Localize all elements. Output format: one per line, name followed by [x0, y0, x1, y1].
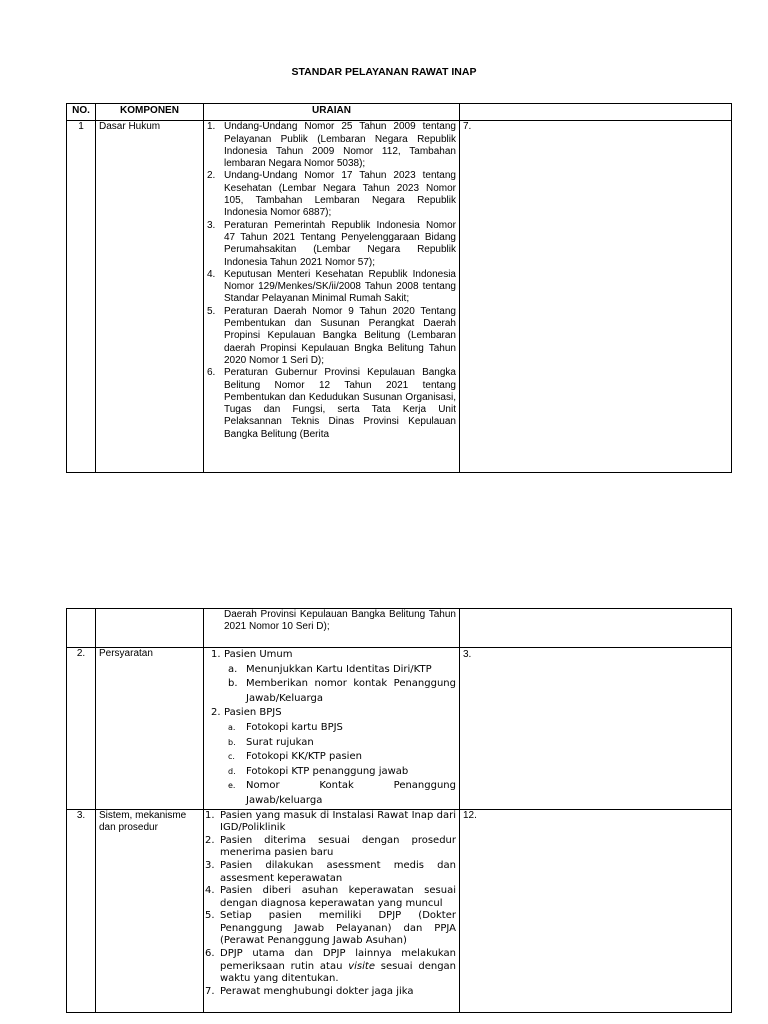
list-marker: a.: [228, 722, 236, 732]
header-uraian: URAIAN: [204, 104, 460, 121]
requirement-group-label: Pasien Umum: [224, 649, 293, 660]
row-number: 1: [67, 121, 96, 473]
row-komponen: Persyaratan: [96, 648, 204, 810]
requirement-item: [224, 721, 456, 736]
header-komponen: KOMPONEN: [96, 104, 204, 121]
standard-table-page-1: [66, 103, 732, 473]
list-marker: 6.: [207, 367, 216, 379]
row-number: 3.: [67, 809, 96, 1012]
requirement-item: [224, 677, 456, 706]
list-item-text: Peraturan Daerah Nomor 9 Tahun 2020 Tentang Pembentukan dan Susunan Perangkat Daerah Propinsi Kepulauan Bangka Belitung (Lembaran daerah Propinsi Kepulauan Bngka Belitung Tahun 2020 Nomor 1 Seri D);: [224, 305, 456, 366]
list-item-text: Pasien dilakukan asessment medis dan assesment keperawatan: [220, 859, 456, 884]
list-marker: 1.: [205, 809, 215, 821]
header-no: NO.: [67, 104, 96, 121]
list-marker: 3.: [207, 219, 216, 231]
procedure-item: [205, 910, 456, 948]
list-marker: 5.: [207, 305, 216, 317]
legal-basis-item: [207, 220, 456, 269]
table-row-dasar-hukum: [67, 121, 732, 473]
procedure-item: [205, 810, 456, 835]
list-item-text: Memberikan nomor kontak Penanggung Jawab/Keluarga: [246, 678, 456, 704]
requirement-group-bpjs: 2. Pasien BPJS: [211, 707, 282, 719]
requirement-group-label: Pasien BPJS: [224, 707, 282, 719]
list-marker: 3.: [205, 859, 215, 871]
list-item-text: Fotokopi KTP penanggung jawab: [246, 765, 409, 777]
requirement-item: [224, 750, 456, 765]
list-marker: b.: [228, 737, 236, 747]
list-item-text: Fotokopi KK/KTP pasien: [246, 751, 362, 763]
list-marker: e.: [228, 781, 236, 791]
list-marker: 2.: [207, 170, 216, 182]
row-number: 2.: [67, 648, 96, 810]
list-item-text: Pasien diberi asuhan keperawatan sesuai dengan diagnosa keperawatan yang muncul: [220, 885, 456, 909]
list-item-text: Peraturan Pemerintah Republik Indonesia Nomor 47 Tahun 2021 Tentang Penyelenggaraan Bidang Perumahsakitan (Lembar Negara Republik Indonesia Tahun 2021 Nomor 57);: [224, 219, 456, 268]
legal-basis-item: [207, 121, 456, 170]
requirement-list-bpjs: [207, 721, 456, 809]
list-item-text: Keputusan Menteri Kesehatan Republik Indonesia Nomor 129/Menkes/SK/ii/2008 Tahun 2008 tentang Standar Pelayanan Minimal Rumah Sakit;: [224, 268, 456, 305]
list-item-text: Undang-Undang Nomor 17 Tahun 2023 tentang Kesehatan (Lembar Negara Tahun 2023 Nomor 105, Tambahan Lembaran Negara Republik Indonesia Nomor 6887);: [224, 170, 456, 219]
requirement-item: [224, 736, 456, 751]
row-uraian: [204, 121, 460, 473]
list-item-text: Pasien yang masuk di Instalasi Rawat Inap dari IGD/Poliklinik: [220, 809, 456, 834]
continued-uraian: [204, 609, 460, 648]
legal-basis-item: [207, 367, 456, 441]
list-marker: 7.: [205, 985, 215, 997]
row-extra: 3.: [460, 648, 732, 810]
list-marker: 4.: [207, 268, 216, 280]
list-item-text: Fotokopi kartu BPJS: [246, 721, 343, 733]
procedure-item: [205, 860, 456, 885]
list-item-text: Setiap pasien memiliki DPJP (Dokter Penanggung Jawab Pelayanan) dan PPJA (Perawat Penanggung Jawab Asuhan): [220, 910, 456, 947]
procedure-item: [205, 835, 456, 860]
legal-basis-list: [207, 121, 456, 441]
list-marker: b.: [228, 678, 238, 690]
requirement-list-umum: [207, 663, 456, 707]
table-header-row: [67, 104, 732, 121]
legal-basis-item: [207, 306, 456, 367]
list-item-text: Peraturan Gubernur Provinsi Kepulauan Bangka Belitung Nomor 12 Tahun 2021 tentang Pembentukan dan Kedudukan Susunan Organisasi, Tugas dan Fungsi, serta Tata Kerja Unit Pelaksannan Teknis Dinas Provinsi Kepulauan Bangka Belitung (Berita: [224, 367, 456, 440]
row-uraian: [204, 648, 460, 810]
legal-basis-item: [207, 269, 456, 306]
row-komponen: Dasar Hukum: [96, 121, 204, 473]
list-marker: 1.: [207, 121, 216, 133]
procedure-list: [205, 810, 456, 999]
requirement-item: [224, 779, 456, 808]
procedure-item: [205, 948, 456, 986]
list-item-text: Undang-Undang Nomor 25 Tahun 2009 tentang Pelayanan Publik (Lembaran Negara Republik Indonesia Tahun 2009 Nomor 112, Tambahan lembaran Negara Nomor 5038);: [224, 121, 456, 170]
table-row-continued: [67, 609, 732, 648]
list-marker: a.: [228, 663, 238, 675]
list-item-text: Menunjukkan Kartu Identitas Diri/KTP: [246, 663, 432, 675]
requirement-item: [224, 765, 456, 780]
row-komponen: Sistem, mekanisme dan prosedur: [96, 809, 204, 1012]
procedure-item: [205, 885, 456, 910]
list-marker: 4.: [205, 885, 215, 897]
table-row-prosedur: [67, 809, 732, 1012]
continued-text: Daerah Provinsi Kepulauan Bangka Belitung Tahun 2021 Nomor 10 Seri D);: [224, 609, 456, 633]
requirement-item: [224, 663, 456, 678]
list-item-text: DPJP utama dan DPJP lainnya melakukan pemeriksaan rutin atau visite sesuai dengan waktu yang ditentukan.: [220, 948, 456, 985]
table-row-persyaratan: [67, 648, 732, 810]
list-marker: 2.: [205, 834, 215, 846]
list-marker: 5.: [205, 910, 215, 922]
requirement-group-umum: 1. Pasien Umum: [211, 649, 293, 660]
header-extra: [460, 104, 732, 121]
document-title: STANDAR PELAYANAN RAWAT INAP: [291, 66, 477, 78]
row-extra: 12.: [460, 809, 732, 1012]
list-item-text: Surat rujukan: [246, 736, 314, 748]
procedure-item: [205, 986, 456, 999]
list-item-text: Nomor Kontak Penanggung Jawab/keluarga: [246, 780, 456, 806]
list-item-text: Perawat menghubungi dokter jaga jika: [220, 985, 414, 997]
list-marker: 6.: [205, 948, 215, 960]
row-uraian: [204, 809, 460, 1012]
row-extra: 7.: [460, 121, 732, 473]
list-marker: d.: [228, 766, 236, 776]
legal-basis-item: [207, 170, 456, 219]
list-item-text: Pasien diterima sesuai dengan prosedur menerima pasien baru: [220, 834, 456, 859]
list-marker: c.: [228, 752, 235, 762]
standard-table-page-2: [66, 608, 732, 1013]
